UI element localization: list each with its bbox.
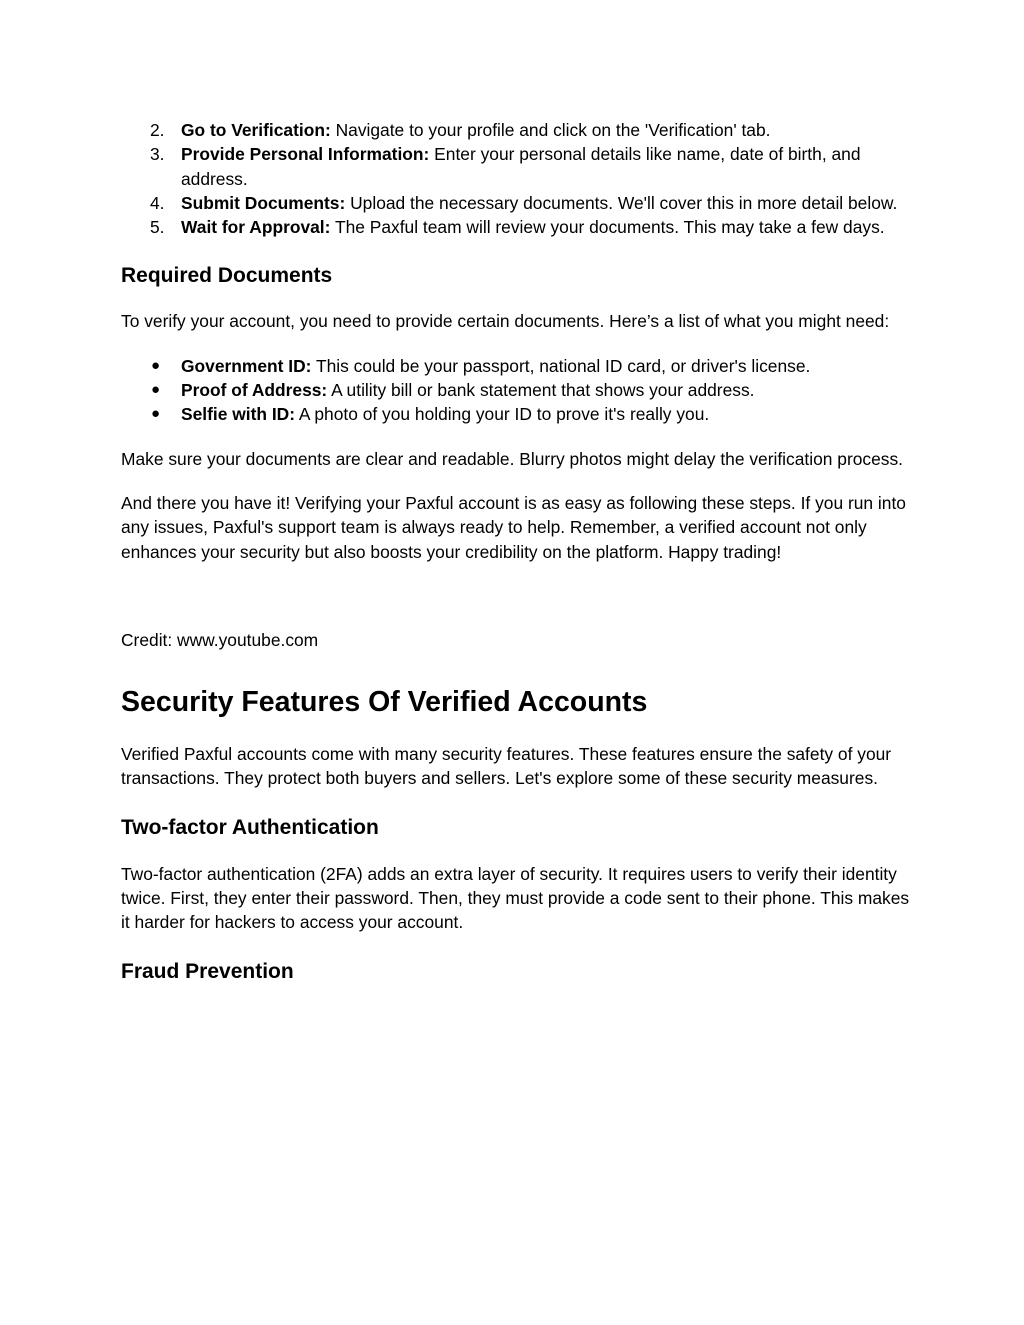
step-title: Submit Documents:	[181, 192, 346, 213]
step-title: Go to Verification:	[181, 120, 331, 140]
step-text: Enter your personal details like name, date of birth, and address.	[181, 144, 861, 189]
required-documents-list	[121, 354, 911, 427]
two-factor-heading: Two-factor Authentication	[121, 815, 379, 839]
required-documents-intro: To verify your account, you need to provide certain documents. Here’s a list of what you might need:	[121, 311, 890, 332]
step-number: 4.	[150, 192, 165, 213]
document-item	[121, 354, 911, 378]
step-text: Navigate to your profile and click on the 'Verification' tab.	[330, 120, 771, 140]
verification-steps-list	[121, 118, 911, 239]
bullet-icon: ●	[151, 356, 161, 374]
two-factor-paragraph: Two-factor authentication (2FA) adds an extra layer of security. It requires users to verify their identity twice. First, they enter their password. Then, they must provide a code sent to their phone. This makes it harder for hackers to access your account.	[121, 863, 910, 933]
document-text: A photo of you holding your ID to prove it's really you.	[295, 404, 710, 425]
step-item	[121, 191, 911, 215]
step-number: 2.	[150, 120, 165, 140]
closing-paragraph: And there you have it! Verifying your Paxful account is as easy as following these steps. If you run into any issues, Paxful's support team is always ready to help. Remember, a verified account not only enhances your security but also boosts your credibility on the platform. Happy trading!	[121, 492, 906, 562]
step-item	[121, 142, 911, 191]
document-title: Government ID:	[181, 355, 312, 376]
step-number: 3.	[150, 144, 165, 165]
document-title: Selfie with ID:	[181, 404, 296, 425]
step-number: 5.	[150, 217, 165, 238]
security-features-heading: Security Features Of Verified Accounts	[121, 686, 648, 719]
document-item	[121, 378, 911, 402]
document-content	[121, 118, 911, 985]
security-intro-paragraph: Verified Paxful accounts come with many security features. These features ensure the safety of your transactions. They protect both buyers and sellers. Let's explore some of these security measures.	[121, 744, 892, 789]
bullet-icon: ●	[151, 381, 161, 399]
step-item	[121, 118, 911, 142]
step-text: Upload the necessary documents. We'll cover this in more detail below.	[345, 192, 898, 213]
required-documents-heading: Required Documents	[121, 264, 333, 288]
step-text: The Paxful team will review your documents. This may take a few days.	[330, 217, 885, 238]
bullet-icon: ●	[151, 405, 161, 423]
document-text: A utility bill or bank statement that shows your address.	[327, 380, 755, 401]
document-text: This could be your passport, national ID card, or driver's license.	[311, 355, 811, 376]
fraud-prevention-heading: Fraud Prevention	[121, 959, 294, 983]
document-title: Proof of Address:	[181, 380, 328, 401]
step-title: Wait for Approval:	[181, 217, 331, 238]
documents-note-paragraph: Make sure your documents are clear and readable. Blurry photos might delay the verification process.	[121, 448, 904, 469]
step-item	[121, 215, 911, 239]
step-title: Provide Personal Information:	[181, 144, 430, 165]
image-credit: Credit: www.youtube.com	[121, 629, 319, 650]
document-item	[121, 402, 911, 426]
